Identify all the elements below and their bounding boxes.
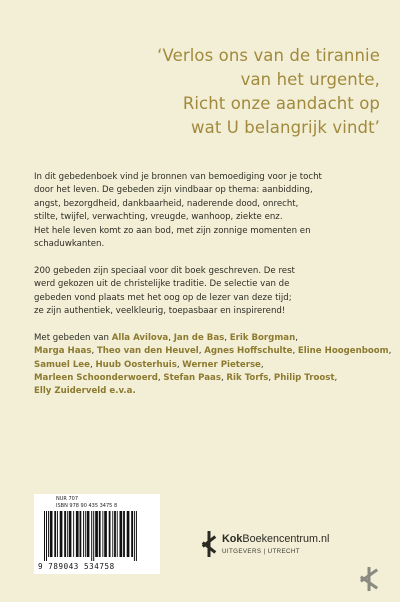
isbn-number: ISBN 978 90 435 3475 8: [56, 503, 118, 509]
barcode-bar: [50, 511, 53, 557]
barcode-bar: [120, 511, 123, 557]
publisher-cross-icon: [200, 530, 218, 558]
barcode-bar: [87, 511, 90, 557]
barcode-bar: [57, 511, 58, 557]
contributor-name: Stefan Paas: [163, 373, 221, 384]
contributors-intro: Met gebeden van: [34, 332, 110, 343]
barcode-bar: [91, 511, 92, 561]
barcode-bar: [112, 511, 113, 557]
contributor-name: Eline Hoogenboom: [297, 346, 389, 357]
text-line: angst, bezorgdheid, dankbaarheid, naderende dood, onrecht,: [34, 198, 299, 209]
text-line: 200 gebeden zijn speciaal voor dit boek geschreven. De rest: [34, 265, 295, 276]
barcode-bar: [127, 511, 130, 557]
barcode-bar: [48, 511, 49, 557]
contributor-name: Marga Haas: [34, 346, 92, 357]
paragraph-contributors: [34, 332, 392, 399]
barcode-bar: [80, 511, 82, 557]
text-line: door het leven. De gebeden zijn vindbaar op thema: aanbidding,: [34, 185, 313, 196]
quote-line: van het urgente,: [240, 70, 380, 89]
text-line: [34, 385, 374, 398]
barcode-bar: [69, 511, 72, 557]
quote-line: Richt onze aandacht op: [182, 94, 380, 113]
barcode-bar: [109, 511, 111, 557]
text-line: In dit gebedenboek vind je bronnen van bemoediging voor je tocht: [34, 172, 322, 182]
nur-code: NUR 707: [56, 496, 79, 502]
contributor-name: Alla Avilova: [111, 332, 169, 343]
barcode-bar: [44, 511, 45, 561]
barcode-bars: [42, 511, 152, 561]
barcode-bar: [134, 511, 135, 561]
paragraph-intro: [34, 171, 374, 251]
barcode-bar: [93, 511, 94, 561]
barcode-bar: [60, 511, 63, 557]
barcode-bar: [99, 511, 101, 557]
barcode-bar: [67, 511, 68, 557]
contributor-name: Philip Troost: [273, 373, 335, 384]
contributor-name: Huub Oosterhuis: [95, 359, 177, 370]
contributor-name: Marleen Schoonderwoerd: [34, 373, 158, 384]
quote-line: ‘Verlos ons van de tirannie: [157, 46, 380, 65]
publisher-name: KokBoekencentrum.nl: [222, 533, 330, 545]
text-line: Met gebeden van Alla Avilova, Jan de Bas, Erik Borgman,: [34, 332, 298, 343]
contributor-name: Erik Borgman: [229, 332, 296, 343]
quote-line: wat U belangrijk vindt’: [191, 118, 380, 137]
text-line: Samuel Lee, Huub Oosterhuis, Werner Pieterse,: [34, 359, 264, 370]
paragraph-selection: [34, 265, 374, 319]
text-line: Marleen Schoonderwoerd, Stefan Paas, Rik Torfs, Philip Troost,: [34, 373, 338, 384]
corner-cross-icon: [358, 566, 380, 592]
barcode-bar: [131, 511, 133, 557]
barcode-bar: [114, 511, 116, 557]
barcode-bar: [76, 511, 79, 557]
barcode-bar: [136, 511, 137, 561]
barcode-bar: [83, 511, 84, 557]
barcode-bar: [73, 511, 74, 557]
text-line: stilte, twijfel, verwachting, vreugde, wanhoop, ziekte enz.: [34, 212, 283, 223]
contributor-name: Samuel Lee: [34, 359, 90, 370]
back-cover-quote: [40, 44, 380, 140]
contributor-name: Jan de Bas: [173, 332, 225, 343]
barcode-bar: [95, 511, 98, 557]
contributor-name: Agnes Hoffschulte: [204, 346, 293, 357]
barcode-bar: [123, 511, 125, 557]
barcode-bar: [64, 511, 66, 557]
text-line: Het hele leven komt zo aan bod, met zijn zonnige momenten en: [34, 225, 311, 236]
text-line: schaduwkanten.: [34, 239, 105, 250]
text-line: werd gekozen uit de christelijke traditie. De selectie van de: [34, 279, 290, 290]
contributor-name: Theo van den Heuvel: [96, 346, 199, 357]
barcode-bar: [46, 511, 47, 561]
barcode-digits: 9 789043 534758: [38, 562, 115, 571]
text-line: Marga Haas, Theo van den Heuvel, Agnes Hoffschulte, Eline Hoogenboom,: [34, 346, 392, 357]
contributor-name: Elly Zuiderveld e.v.a.: [34, 386, 136, 397]
contributor-name: Werner Pieterse: [182, 359, 261, 370]
publisher-subtitle: UITGEVERS | UTRECHT: [222, 548, 300, 555]
text-line: gebeden vond plaats met het oog op de lezer van deze tijd;: [34, 292, 292, 303]
blurb: [34, 171, 392, 412]
barcode-bar: [102, 511, 103, 557]
barcode-bar: [54, 511, 56, 557]
publisher-logo: [200, 530, 390, 570]
barcode-bar: [104, 511, 107, 557]
barcode-bar: [85, 511, 86, 557]
contributor-name: Rik Torfs: [226, 373, 269, 384]
barcode-bar: [117, 511, 118, 557]
isbn-barcode-box: [34, 494, 160, 574]
text-line: ze zijn authentiek, veelkleurig, toepasbaar en inspirerend!: [34, 306, 286, 317]
